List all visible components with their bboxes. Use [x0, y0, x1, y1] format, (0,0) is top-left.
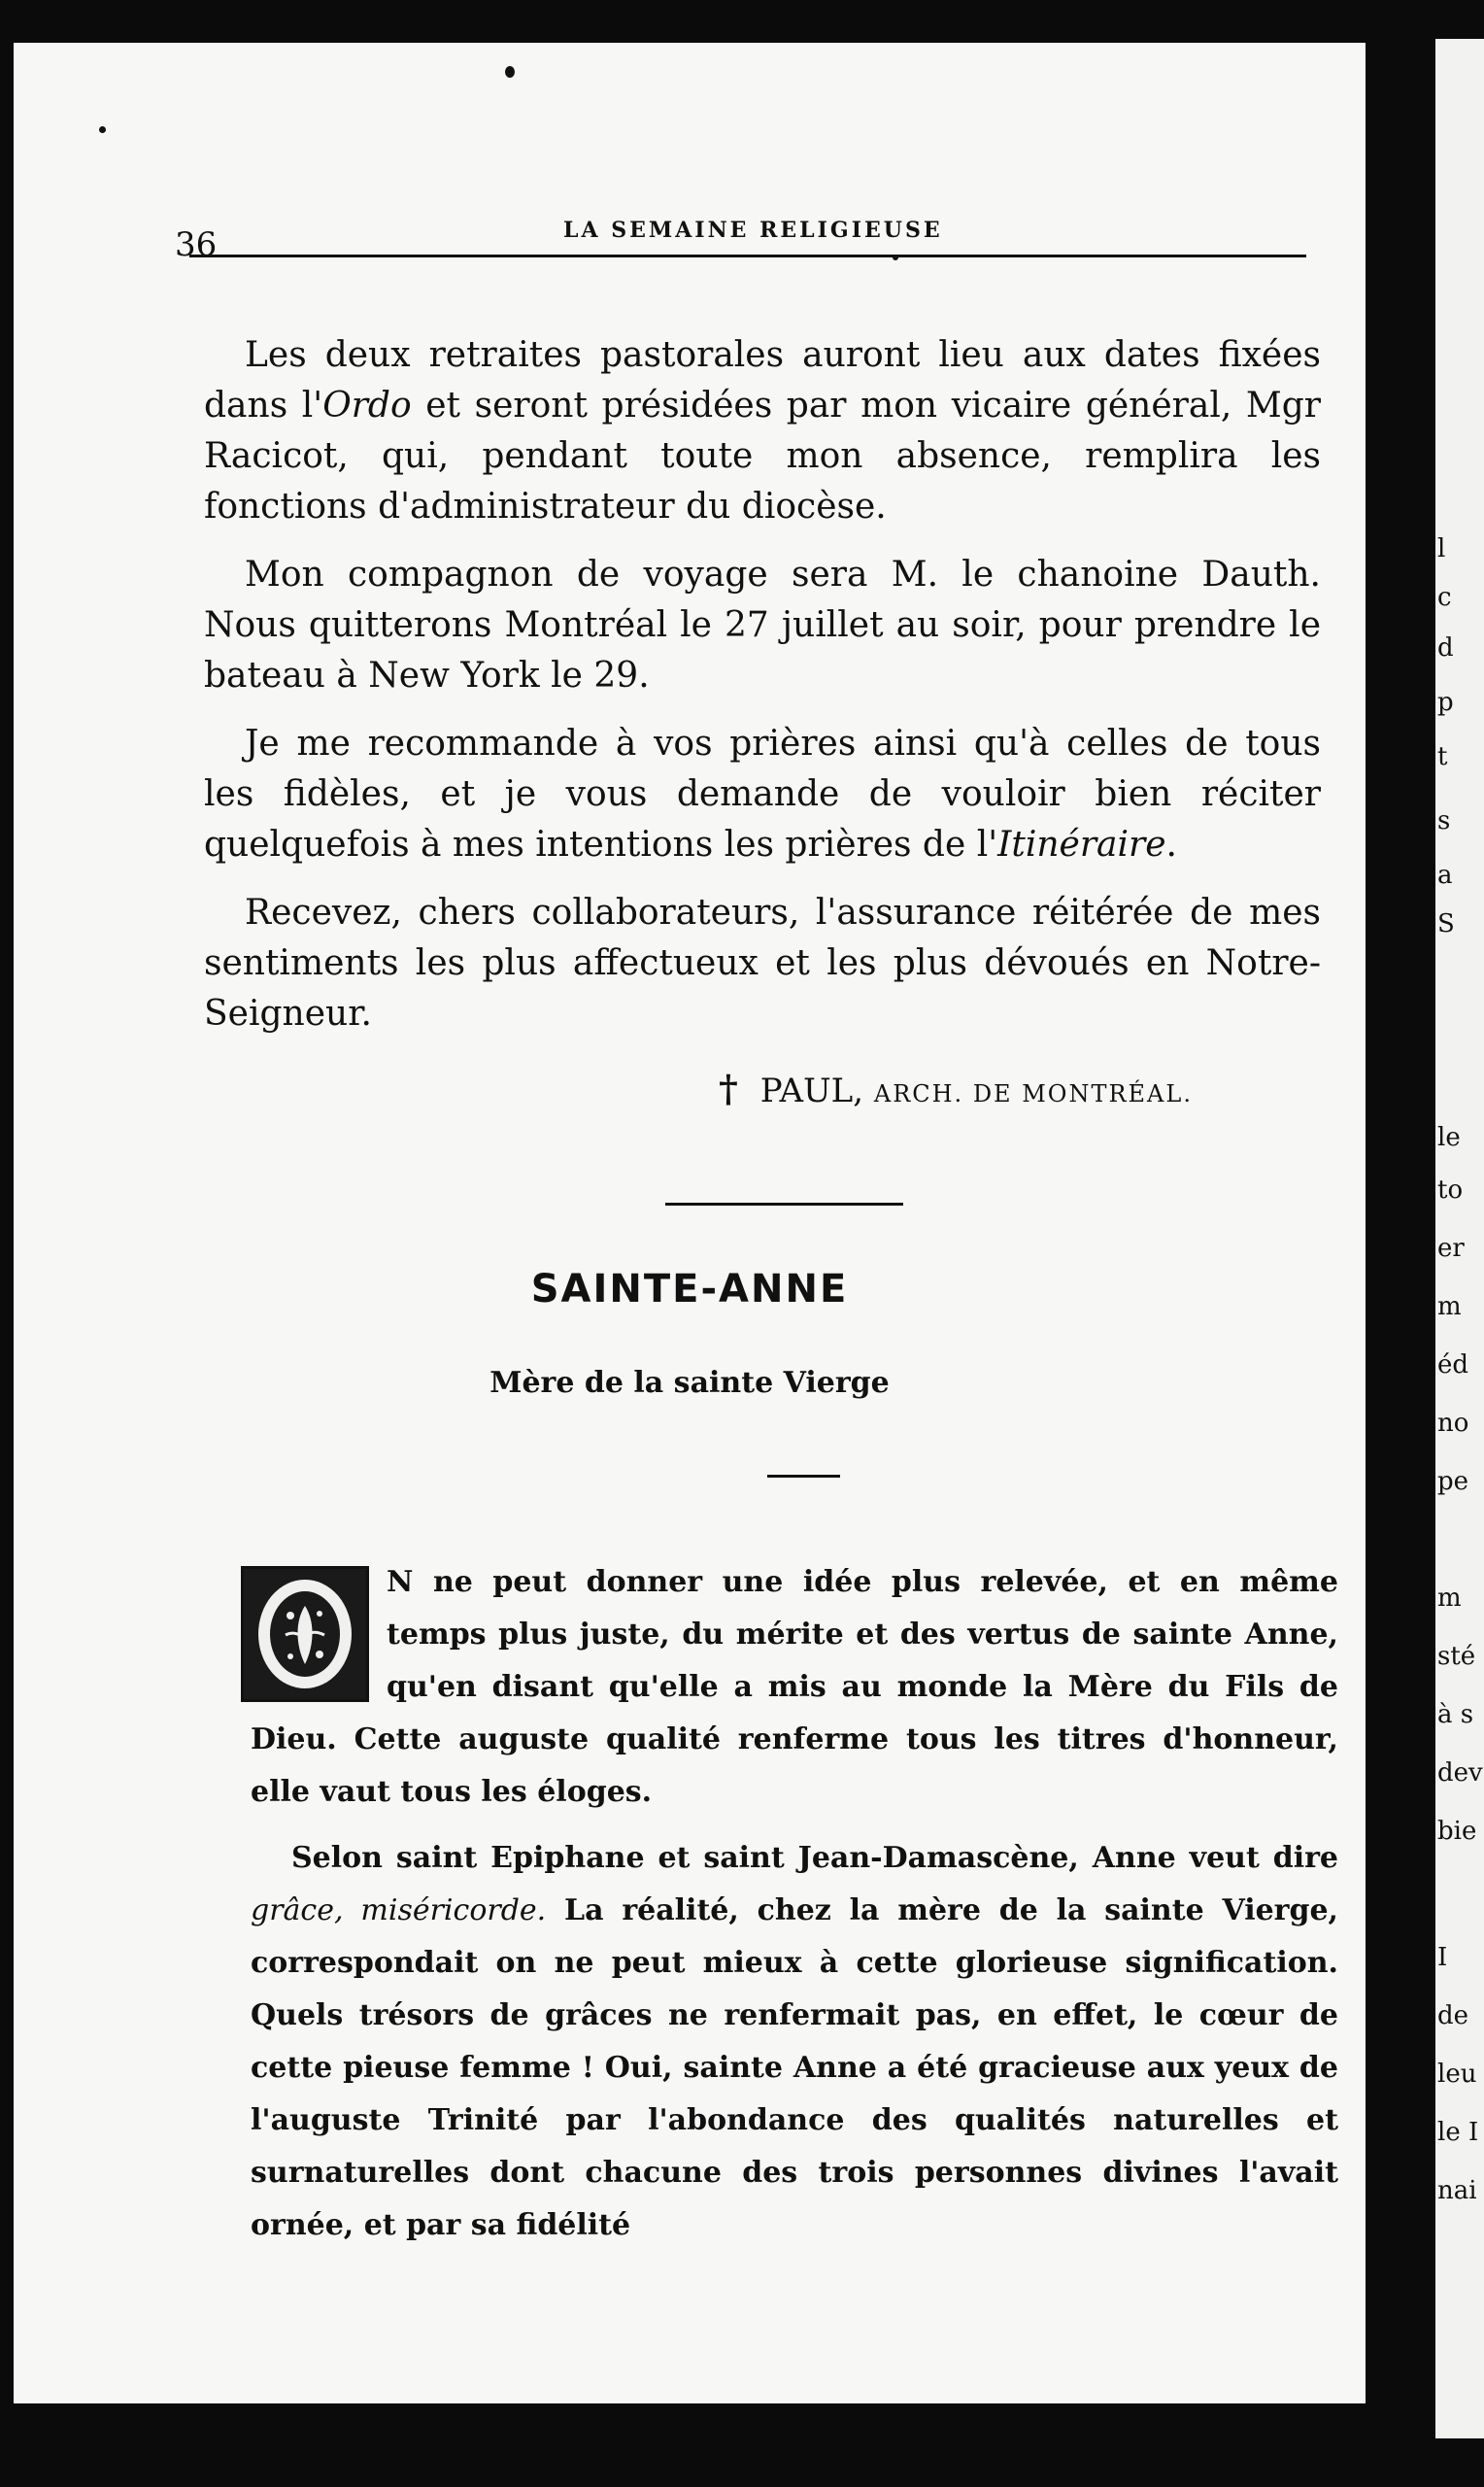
ink-speck: [99, 126, 106, 133]
letter-paragraph: Je me recommande à vos prières ainsi qu'à celles de tous les fidèles, et je vous demande de vouloir bien réciter quelquefois à mes intentions les prières de l'Itinéraire.: [204, 724, 1321, 865]
adjacent-page-edge: l c d p t s a S le to er m éd no pe m sté à s dev bie I de leu le I nai: [1435, 39, 1484, 2438]
signature-title: ARCH. DE MONTRÉAL.: [873, 1080, 1193, 1107]
subtitle-divider: [767, 1475, 840, 1478]
ink-speck: [505, 66, 515, 78]
article-title: SAINTE-ANNE: [530, 1267, 849, 1312]
running-title: LA SEMAINE RELIGIEUSE: [563, 218, 943, 243]
section-divider: [665, 1203, 903, 1206]
header-rule: [189, 255, 1306, 257]
dropcap-space: [251, 1556, 387, 1697]
document-page: [14, 43, 1366, 2403]
letter-paragraph: Mon compagnon de voyage sera M. le chanoine Dauth. Nous quitterons Montréal le 27 juillet au soir, pour prendre le bateau à New York le 29.: [204, 555, 1321, 696]
cross-icon: †: [719, 1067, 738, 1110]
signature: [719, 1067, 1193, 1110]
letter-paragraph: Les deux retraites pastorales auront lieu aux dates fixées dans l'Ordo et seront présidées par mon vicaire général, Mgr Racicot, qui, pendant toute mon absence, remplira les fonctions d'administrateur du diocèse.: [204, 335, 1321, 527]
article-paragraph: Selon saint Epiphane et saint Jean-Damascène, Anne veut dire grâce, miséricorde. La réalité, chez la mère de la sainte Vierge, correspondait on ne peut mieux à cette glorieuse signification. Quels trésors de grâces ne renfermait pas, en effet, le cœur de cette pieuse femme ! Oui, sainte Anne a été gracieuse aux yeux de l'auguste Trinité par l'abondance des qualités naturelles et surnaturelles dont chacune des trois personnes divines l'avait ornée, et par sa fidélité: [251, 1841, 1338, 2242]
page-number: 36: [175, 225, 218, 264]
article-body: [251, 1556, 1338, 2266]
article-paragraph: N ne peut donner une idée plus relevée, et en même temps plus juste, du mérite et des vertus de sainte Anne, qu'en disant qu'elle a mis au monde la Mère du Fils de Dieu. Cette auguste qualité renferme tous les titres d'honneur, elle vaut tous les éloges.: [251, 1556, 1338, 1819]
letter-body: [204, 330, 1321, 1057]
signature-name: PAUL,: [759, 1072, 864, 1110]
letter-paragraph: Recevez, chers collaborateurs, l'assurance réitérée de mes sentiments les plus affectueux et les plus dévoués en Notre-Seigneur.: [204, 893, 1321, 1034]
article-subtitle: Mère de la sainte Vierge: [489, 1366, 890, 1400]
ink-speck: [893, 255, 898, 260]
